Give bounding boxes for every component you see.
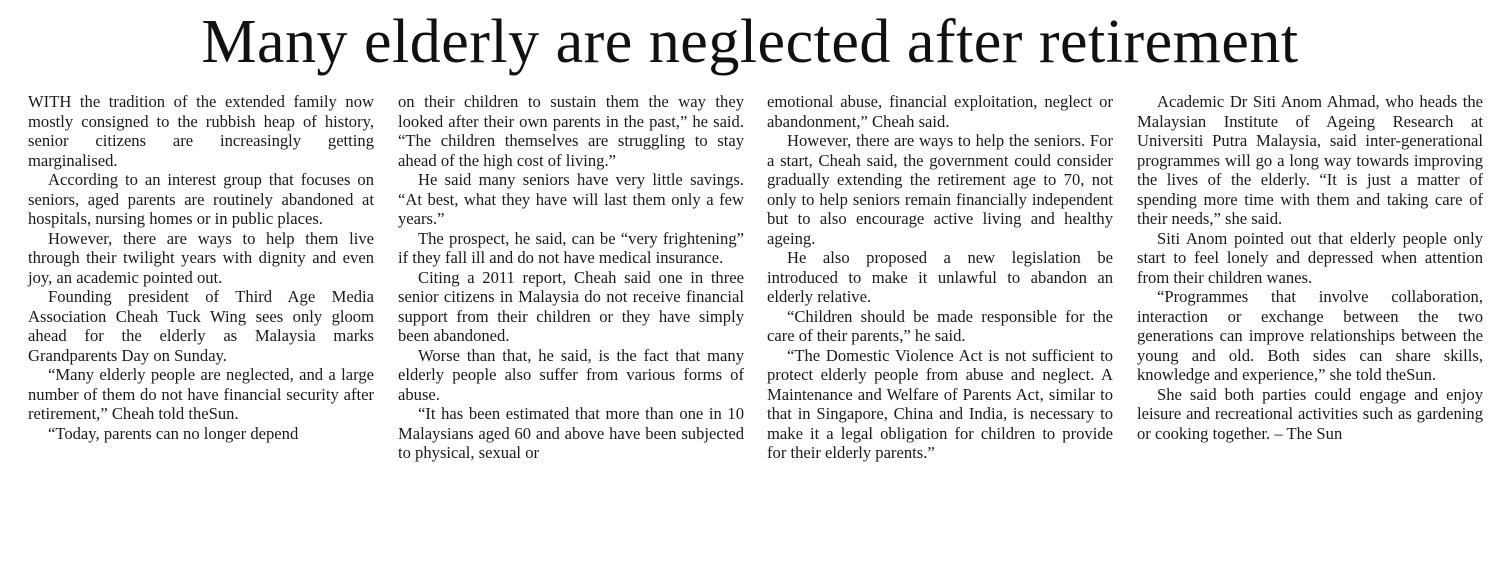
paragraph: Founding president of Third Age Media Association Cheah Tuck Wing sees only gloom ahead for the elderly as Malaysia marks Grandparents Day on Sunday. <box>28 287 374 365</box>
paragraph: Academic Dr Siti Anom Ahmad, who heads the Malaysian Institute of Ageing Research at Universiti Putra Malaysia, said inter-generational programmes will go a long way towards improving the lives of the elderly. “It is just a matter of spending more time with them and taking care of their needs,” she said. <box>1137 92 1483 228</box>
article-column-1 <box>28 92 374 443</box>
paragraph: on their children to sustain them the way they looked after their own parents in the past,” he said. “The children themselves are struggling to stay ahead of the high cost of living.” <box>398 92 744 170</box>
paragraph: “Many elderly people are neglected, and a large number of them do not have financial security after retirement,” Cheah told theSun. <box>28 365 374 423</box>
paragraph: WITH the tradition of the extended family now mostly consigned to the rubbish heap of history, senior citizens are increasingly getting marginalised. <box>28 92 374 170</box>
paragraph: emotional abuse, financial exploitation, neglect or abandonment,” Cheah said. <box>767 92 1113 131</box>
paragraph: “Children should be made responsible for the care of their parents,” he said. <box>767 306 1113 345</box>
article-column-3 <box>767 92 1113 463</box>
paragraph: According to an interest group that focuses on seniors, aged parents are routinely abandoned at hospitals, nursing homes or in public places. <box>28 170 374 228</box>
article-column-4 <box>1137 92 1483 443</box>
headline: Many elderly are neglected after retirement <box>201 8 1299 76</box>
paragraph: “Today, parents can no longer depend <box>48 423 299 443</box>
paragraph: The prospect, he said, can be “very frightening” if they fall ill and do not have medical insurance. <box>398 228 744 267</box>
paragraph: “The Domestic Violence Act is not sufficient to protect elderly people from abuse and neglect. A Maintenance and Welfare of Parents Act, similar to that in Singapore, China and India, is necessary to make it a legal obligation for children to provide for their elderly parents.” <box>767 345 1113 462</box>
paragraph: “Programmes that involve collaboration, interaction or exchange between the two generations can improve relationships between the young and old. Both sides can share skills, knowledge and experience,” she told theSun. <box>1137 287 1483 384</box>
article-column-2 <box>398 92 744 463</box>
paragraph: He said many seniors have very little savings. “At best, what they have will last them only a few years.” <box>398 170 744 228</box>
paragraph: He also proposed a new legislation be introduced to make it unlawful to abandon an elderly relative. <box>767 248 1113 306</box>
paragraph: Worse than that, he said, is the fact that many elderly people also suffer from various forms of abuse. <box>398 345 744 404</box>
paragraph: However, there are ways to help the seniors. For a start, Cheah said, the government could consider gradually extending the retirement age to 70, not only to help seniors remain financially independent but to also encourage active living and healthy ageing. <box>767 131 1113 248</box>
paragraph: She said both parties could engage and enjoy leisure and recreational activities such as gardening or cooking together. – The Sun <box>1137 384 1483 443</box>
paragraph: Siti Anom pointed out that elderly people only start to feel lonely and depressed when attention from their children wanes. <box>1137 228 1483 287</box>
paragraph: “It has been estimated that more than one in 10 Malaysians aged 60 and above have been subjected to physical, sexual or <box>398 404 744 462</box>
paragraph: However, there are ways to help them live through their twilight years with dignity and even joy, an academic pointed out. <box>28 228 374 287</box>
paragraph: Citing a 2011 report, Cheah said one in three senior citizens in Malaysia do not receive financial support from their children or they have simply been abandoned. <box>398 267 744 345</box>
